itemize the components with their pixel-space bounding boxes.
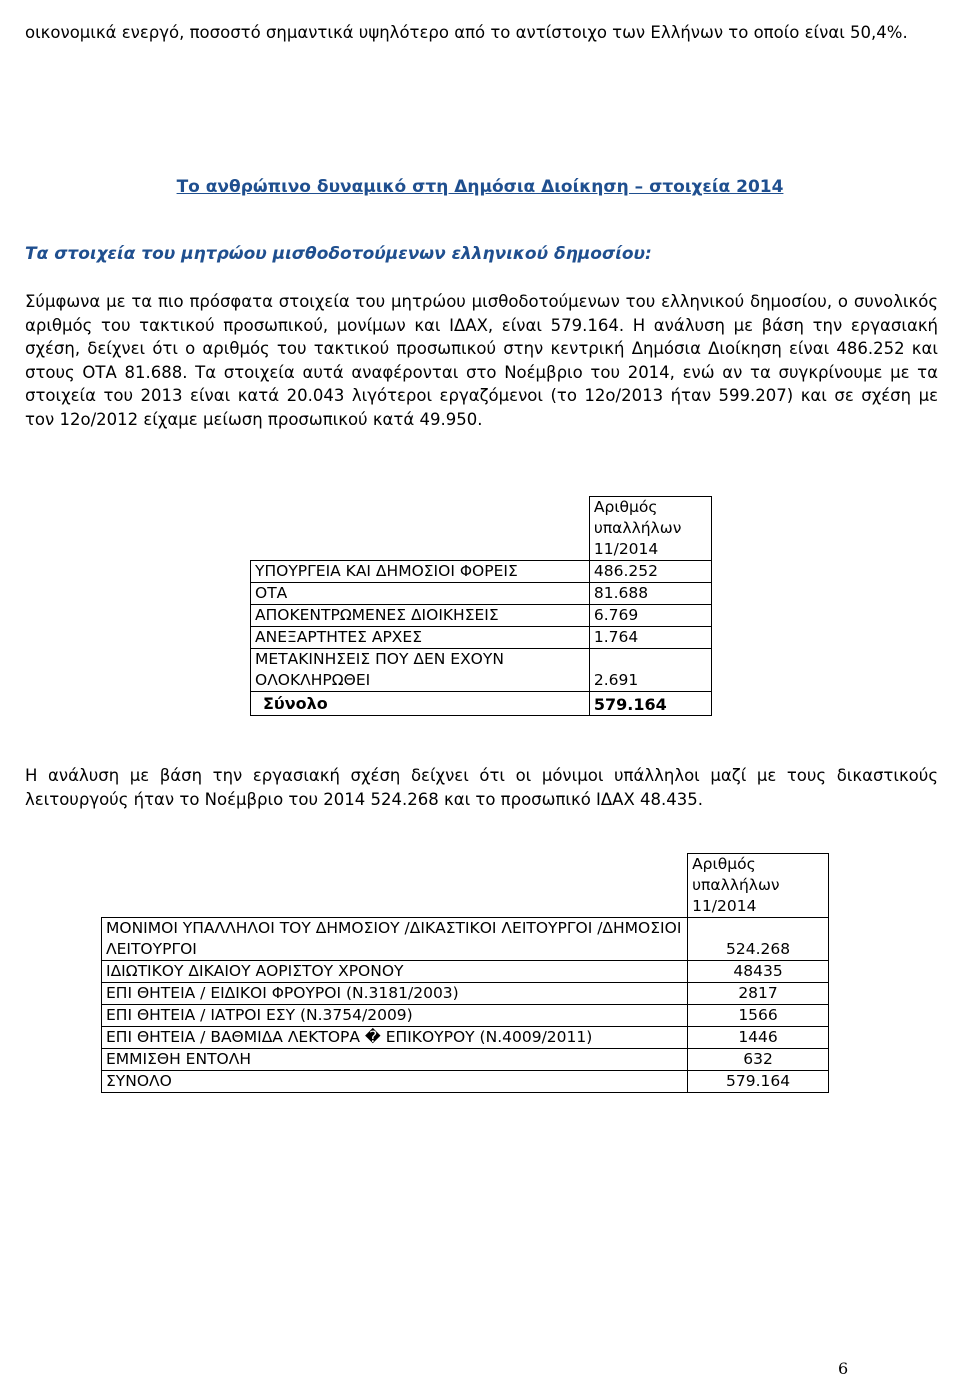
employees-by-body-table [250,496,712,716]
table-row: ΕΠΙ ΘΗΤΕΙΑ / ΒΑΘΜΙΔΑ ΛΕΚΤΟΡΑ � ΕΠΙΚΟΥΡΟΥ (Ν.4009/2011) 1446 [102,1027,829,1049]
table-row: ΥΠΟΥΡΓΕΙΑ ΚΑΙ ΔΗΜΟΣΙΟΙ ΦΟΡΕΙΣ 486.252 [251,561,712,583]
table-row: ΑΠΟΚΕΝΤΡΩΜΕΝΕΣ ΔΙΟΙΚΗΣΕΙΣ 6.769 [251,605,712,627]
total-label: Σύνολο [251,692,590,716]
table-total-row [251,692,712,716]
section-heading: Το ανθρώπινο δυναμικό στη Δημόσια Διοίκηση – στοιχεία 2014 [176,177,784,197]
table-header-row [102,854,829,918]
table-row: ΣΥΝΟΛΟ 579.164 [102,1071,829,1093]
table-row: ΕΠΙ ΘΗΤΕΙΑ / ΕΙΔΙΚΟΙ ΦΡΟΥΡΟΙ (Ν.3181/2003) 2817 [102,983,829,1005]
intro-paragraph: οικονομικά ενεργό, ποσοστό σημαντικά υψηλότερο από το αντίστοιχο των Ελλήνων το οποίο είναι 50,4%. [25,23,908,42]
paragraph-employment-relation: Η ανάλυση με βάση την εργασιακή σχέση δείχνει ότι οι μόνιμοι υπάλληλοι μαζί με τους δικαστικούς λειτουργούς ήταν το Νοέμβριο του 2014 524.268 και το προσωπικό ΙΔΑΧ 48.435. [25,766,938,809]
table-row: ΜΟΝΙΜΟΙ ΥΠΑΛΛΗΛΟΙ ΤΟΥ ΔΗΜΟΣΙΟΥ /ΔΙΚΑΣΤΙΚΟΙ ΛΕΙΤΟΥΡΓΟΙ /ΔΗΜΟΣΙΟΙ ΛΕΙΤΟΥΡΓΟΙ 524.268 [102,918,829,961]
column-header: Αριθμός υπαλλήλων 11/2014 [589,497,711,561]
page-number: 6 [838,1359,849,1378]
table-row: ΑΝΕΞΑΡΤΗΤΕΣ ΑΡΧΕΣ 1.764 [251,627,712,649]
column-header: Αριθμός υπαλλήλων 11/2014 [688,854,829,918]
paragraph-personnel-summary: Σύμφωνα με τα πιο πρόσφατα στοιχεία του μητρώου μισθοδοτούμενων του ελληνικού δημοσίου, ο συνολικός αριθμός του τακτικού προσωπικού, μονίμων και ΙΔΑΧ, είναι 579.164. Η ανάλυση με βάση την εργασιακή σχέση, δείχνει ότι ο αριθμός του τακτικού προσωπικού στην κεντρική Δημόσια Διοίκηση είναι 486.252 και στους ΟΤΑ 81.688. Τα στοιχεία αυτά αναφέρονται στο Νοέμβριο του 2014, ενώ αν τα συγκρίνουμε με τα στοιχεία του 2013 είναι κατά 20.043 λιγότεροι εργαζόμενοι (το 12ο/2013 ήταν 599.207) και σε σχέση με τον 12ο/2012 είχαμε μείωση προσωπικού κατά 49.950. [25,292,938,429]
table-row: ΙΔΙΩΤΙΚΟΥ ΔΙΚΑΙΟΥ ΑΟΡΙΣΤΟΥ ΧΡΟΝΟΥ 48435 [102,961,829,983]
employees-by-relation-table [101,853,829,1093]
table-row: ΟΤΑ 81.688 [251,583,712,605]
table-row: ΕΜΜΙΣΘΗ ΕΝΤΟΛΗ 632 [102,1049,829,1071]
table-row: ΕΠΙ ΘΗΤΕΙΑ / ΙΑΤΡΟΙ ΕΣΥ (Ν.3754/2009) 1566 [102,1005,829,1027]
table-header-row [251,497,712,561]
table-row: ΜΕΤΑΚΙΝΗΣΕΙΣ ΠΟΥ ΔΕΝ ΕΧΟΥΝ ΟΛΟΚΛΗΡΩΘΕΙ 2.691 [251,649,712,692]
section-subheading: Τα στοιχεία του μητρώου μισθοδοτούμενων ελληνικού δημοσίου: [25,244,652,264]
total-value: 579.164 [589,692,711,716]
